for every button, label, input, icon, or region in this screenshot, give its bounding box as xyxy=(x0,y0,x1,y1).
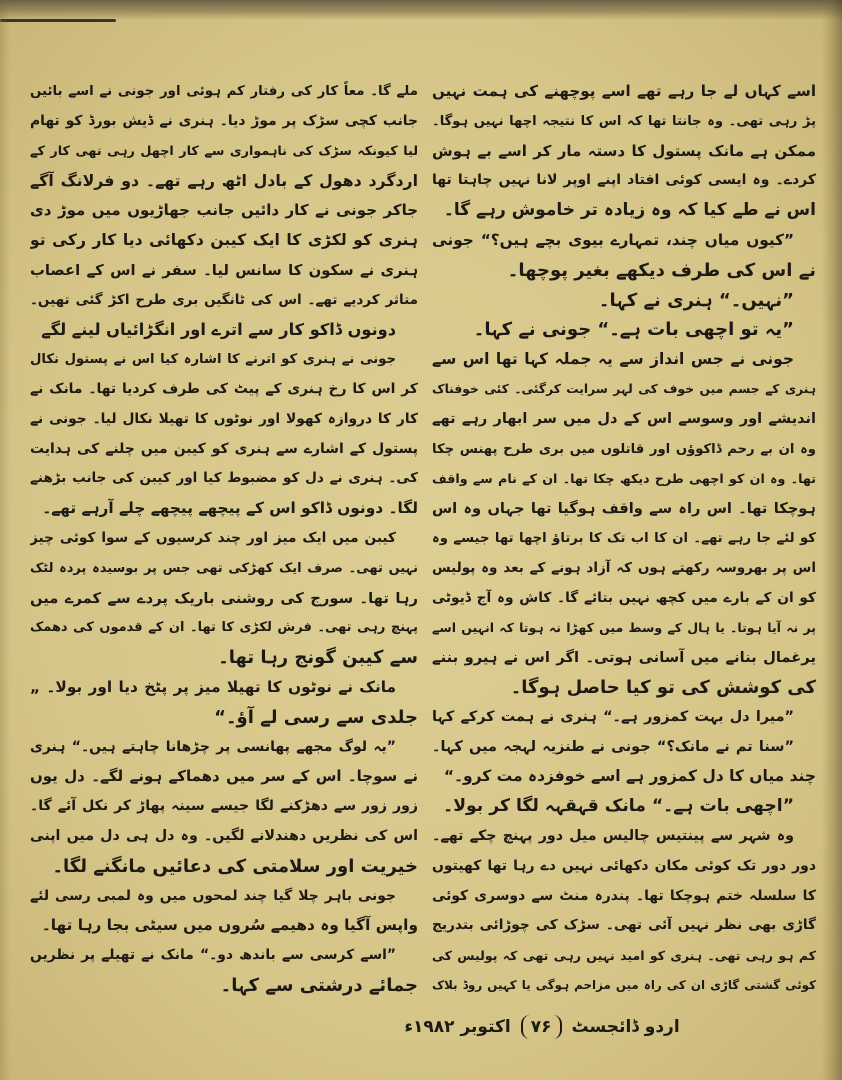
scan-top-edge xyxy=(0,0,842,20)
text-line: زور زور سے دھڑکنے لگا جیسے سینہ پھاڑ کر نکل آئے گا۔ xyxy=(30,798,418,815)
text-line: نہیں تھی۔ صرف ایک کھڑکی تھی جس پر بوسیدہ پردہ لٹک xyxy=(30,560,418,576)
text-line: کا سلسلہ ختم ہوچکا تھا۔ پندرہ منٹ سے دوسری کوئی xyxy=(432,887,816,904)
paragraph xyxy=(432,77,816,226)
text-line: ممکن ہے مانک پستول کا دستہ مار کر اسے بے ہوش xyxy=(432,141,816,160)
text-line: پر نہ آیا ہوتا۔ یا ہال کے وسط میں کھڑا نہ ہوتا کہ انہیں اسے xyxy=(432,620,816,636)
text-line: کیبن میں ایک میز اور چند کرسیوں کے سوا کوئی چیز xyxy=(30,529,396,546)
paragraph xyxy=(30,673,418,733)
text-line: خیریت اور سلامتی کی دعائیں مانگنے لگا۔ xyxy=(52,855,418,877)
paragraph xyxy=(30,524,418,673)
paragraph xyxy=(432,703,816,733)
text-line: اردگرد دھول کے بادل اٹھ رہے تھے۔ دو فرلانگ آگے xyxy=(30,171,418,191)
text-line: وہ ان بے رحم ڈاکوؤں اور قاتلوں میں بری طرح پھنس چکا xyxy=(432,441,816,457)
text-line: کار کا دروازہ کھولا اور نوٹوں کا تھیلا نکال لیا۔ جونی نے xyxy=(30,410,418,427)
text-line: متاثر کردیے تھے۔ اس کی ٹانگیں بری طرح اکڑ گئی تھیں۔ xyxy=(30,291,418,308)
text-line: ”اچھی بات ہے۔“ مانک قہقہہ لگا کر بولا۔ xyxy=(443,796,794,817)
text-line: جونی نے جس انداز سے یہ جملہ کہا تھا اس سے xyxy=(432,350,794,369)
paragraph xyxy=(432,792,816,822)
text-line: کی۔ ہنری نے دل کو مضبوط کیا اور کیبن کی جانب بڑھنے xyxy=(30,470,418,487)
text-line: اس کی نظریں دھندلانے لگیں۔ وہ دل ہی دل میں اپنی xyxy=(30,827,418,844)
text-line: جاکر جونی نے کار دائیں جانب جھاڑیوں میں موڑ دی xyxy=(30,201,418,220)
text-line: ہنری کے جسم میں خوف کی لہر سرایت کرگئی۔ کئی خوفناک xyxy=(432,381,816,396)
text-line: مانک نے نوٹوں کا تھیلا میز پر پٹخ دیا اور بولا۔ „ xyxy=(30,677,396,696)
paragraph xyxy=(432,226,816,286)
text-line: وہ شہر سے پینتیس چالیس میل دور پہنچ چکے تھے۔ xyxy=(432,827,794,844)
paragraph xyxy=(30,345,418,524)
text-line: پستول کے اشارے سے ہنری کو کیبن میں چلنے کی ہدایت xyxy=(30,440,418,457)
text-line: اندیشے اور وسوسے اس کے دل میں سر ابھار رہے تھے xyxy=(432,410,816,427)
page-left-edge xyxy=(0,0,10,1080)
text-line: جمائے درشتی سے کہا۔ xyxy=(220,974,418,996)
issue-date: اکتوبر ۱۹۸۲ء xyxy=(404,1017,511,1037)
text-line: ”نہیں۔“ ہنری نے کہا۔ xyxy=(598,289,794,311)
text-line: اس پر بھروسہ رکھتے ہوں کہ آزاد ہونے کے بعد وہ پولیس xyxy=(432,559,816,576)
magazine-name: اردو ڈائجسٹ xyxy=(571,1017,680,1037)
text-line: کو ان کے بارے میں کچھ نہیں بتائے گا۔ کاش وہ آج ڈیوٹی xyxy=(432,589,816,606)
text-line: جونی نے ہنری کو اترنے کا اشارہ کیا اس نے پستول نکال xyxy=(30,352,396,368)
text-line: ”میرا دل بہت کمزور ہے۔“ ہنری نے ہمت کرکے کہا xyxy=(432,708,794,725)
text-line: کوئی گشتی گاڑی ان کی راہ میں مزاحم ہوگی یا کہیں روڈ بلاک xyxy=(432,977,816,992)
text-line: ”کیوں میاں چند، تمہارے بیوی بچے ہیں؟“ جونی xyxy=(432,230,794,249)
text-line: کی کوشش کی تو کیا حاصل ہوگا۔ xyxy=(510,676,816,698)
text-line: سے کیبن گونج رہا تھا۔ xyxy=(218,647,418,669)
text-line: لیا کیونکہ سڑک کی ناہمواری سے کار اچھل رہی تھی کار کے xyxy=(30,143,418,159)
text-line: نے اس کی طرف دیکھے بغیر پوچھا۔ xyxy=(507,259,816,281)
text-line: کم ہو رہی تھی۔ ہنری کو امید نہیں رہی تھی کہ پولیس کی xyxy=(432,948,816,964)
left-text-column xyxy=(30,77,418,1001)
text-line: ہنری کو لکڑی کا ایک کیبن دکھائی دیا کار رکی تو xyxy=(30,230,418,249)
text-line: ہنری نے سکون کا سانس لیا۔ سفر نے اس کے اعصاب xyxy=(30,261,418,279)
text-line: پہنچ رہی تھی۔ فرش لکڑی کا تھا۔ ان کے قدموں کی دھمک xyxy=(30,620,418,636)
text-line: جونی باہر چلا گیا چند لمحوں میں وہ لمبی رسی لئے xyxy=(30,887,396,904)
text-line: کو لئے جا رہے تھے۔ ان کا اب تک کا برتاؤ اچھا تھا جیسے وہ xyxy=(432,530,816,546)
text-line: رہا تھا۔ سورج کی روشنی باریک پردے سے کمرے میں xyxy=(30,589,418,607)
text-line: ”سنا تم نے مانک؟“ جونی نے طنزیہ لہجہ میں کہا۔ xyxy=(432,738,794,755)
page-footer xyxy=(392,1010,692,1044)
text-line: تھا۔ وہ ان کو اچھی طرح دیکھ چکا تھا۔ ان کے نام سے واقف xyxy=(432,471,816,487)
text-line: کر اس کا رخ ہنری کے پیٹ کی طرف کردیا تھا۔ مانک نے xyxy=(30,380,418,397)
paragraph xyxy=(432,822,816,1001)
paragraph xyxy=(432,286,816,316)
text-line: ہوچکا تھا۔ اس راہ سے واقف ہوگیا تھا جہاں وہ اس xyxy=(432,500,816,518)
text-line: گاڑی بھی نظر نہیں آئی تھی۔ سڑک کی چوڑائی بتدریج xyxy=(432,917,816,934)
text-line: پڑ رہی تھی۔ وہ جانتا تھا کہ اس کا نتیجہ اچھا نہیں ہوگا۔ xyxy=(432,113,816,129)
text-line: چند میاں کا دل کمزور ہے اسے خوفزدہ مت کرو۔“ xyxy=(443,767,816,786)
paragraph xyxy=(30,315,418,345)
paragraph xyxy=(30,882,418,942)
paragraph xyxy=(432,315,816,345)
text-line: اسے کہاں لے جا رہے تھے اسے پوچھنے کی ہمت نہیں xyxy=(432,82,816,100)
text-line: کردے۔ وہ ایسی کوئی افتاد اپنے اوپر لانا نہیں چاہتا تھا xyxy=(432,172,816,189)
text-line: دور دور تک کوئی مکان دکھائی نہیں دے رہا تھا کھیتوں xyxy=(432,857,816,874)
text-line: ”یہ تو اچھی بات ہے۔“ جونی نے کہا۔ xyxy=(473,319,794,341)
text-line: واپس آگیا وہ دھیمے سُروں میں سیٹی بجا رہا تھا۔ xyxy=(41,916,418,935)
page-right-edge xyxy=(822,0,842,1080)
page-number: ۷۶ xyxy=(521,1015,562,1039)
text-line: اس نے طے کیا کہ وہ زیادہ تر خاموش رہے گا۔ xyxy=(443,200,816,221)
scan-ink-mark xyxy=(0,19,116,22)
text-line: دونوں ڈاکو کار سے اترے اور انگڑائیاں لینے لگے xyxy=(41,320,396,340)
text-line: جلدی سے رسی لے آؤ۔“ xyxy=(214,706,418,728)
text-line: جانب کچی سڑک پر موڑ دیا۔ ہنری نے ڈیش بورڈ کو تھام xyxy=(30,112,418,129)
right-text-column xyxy=(432,77,816,1001)
paragraph xyxy=(30,77,418,315)
text-line: لگا۔ دونوں ڈاکو اس کے پیچھے پیچھے چلے آرہے تھے۔ xyxy=(42,499,418,518)
text-line: یرغمال بنانے میں آسانی ہوتی۔ اگر اس نے ہیرو بننے xyxy=(432,649,816,667)
text-line: نے سوچا۔ اس کے سر میں دھماکے ہونے لگے۔ دل یوں xyxy=(30,767,418,786)
text-line: ملے گا۔ معاً کار کی رفتار کم ہوئی اور جونی نے اسے بائیں xyxy=(30,84,418,99)
paragraph xyxy=(432,345,816,703)
paragraph xyxy=(30,941,418,1001)
text-line: ”یہ لوگ مجھے پھانسی پر چڑھانا چاہتے ہیں۔“ ہنری xyxy=(30,738,396,755)
paragraph xyxy=(432,733,816,793)
text-line: ”اسے کرسی سے باندھ دو۔“ مانک نے تھیلے پر نظریں xyxy=(30,947,396,964)
paragraph xyxy=(30,733,418,882)
